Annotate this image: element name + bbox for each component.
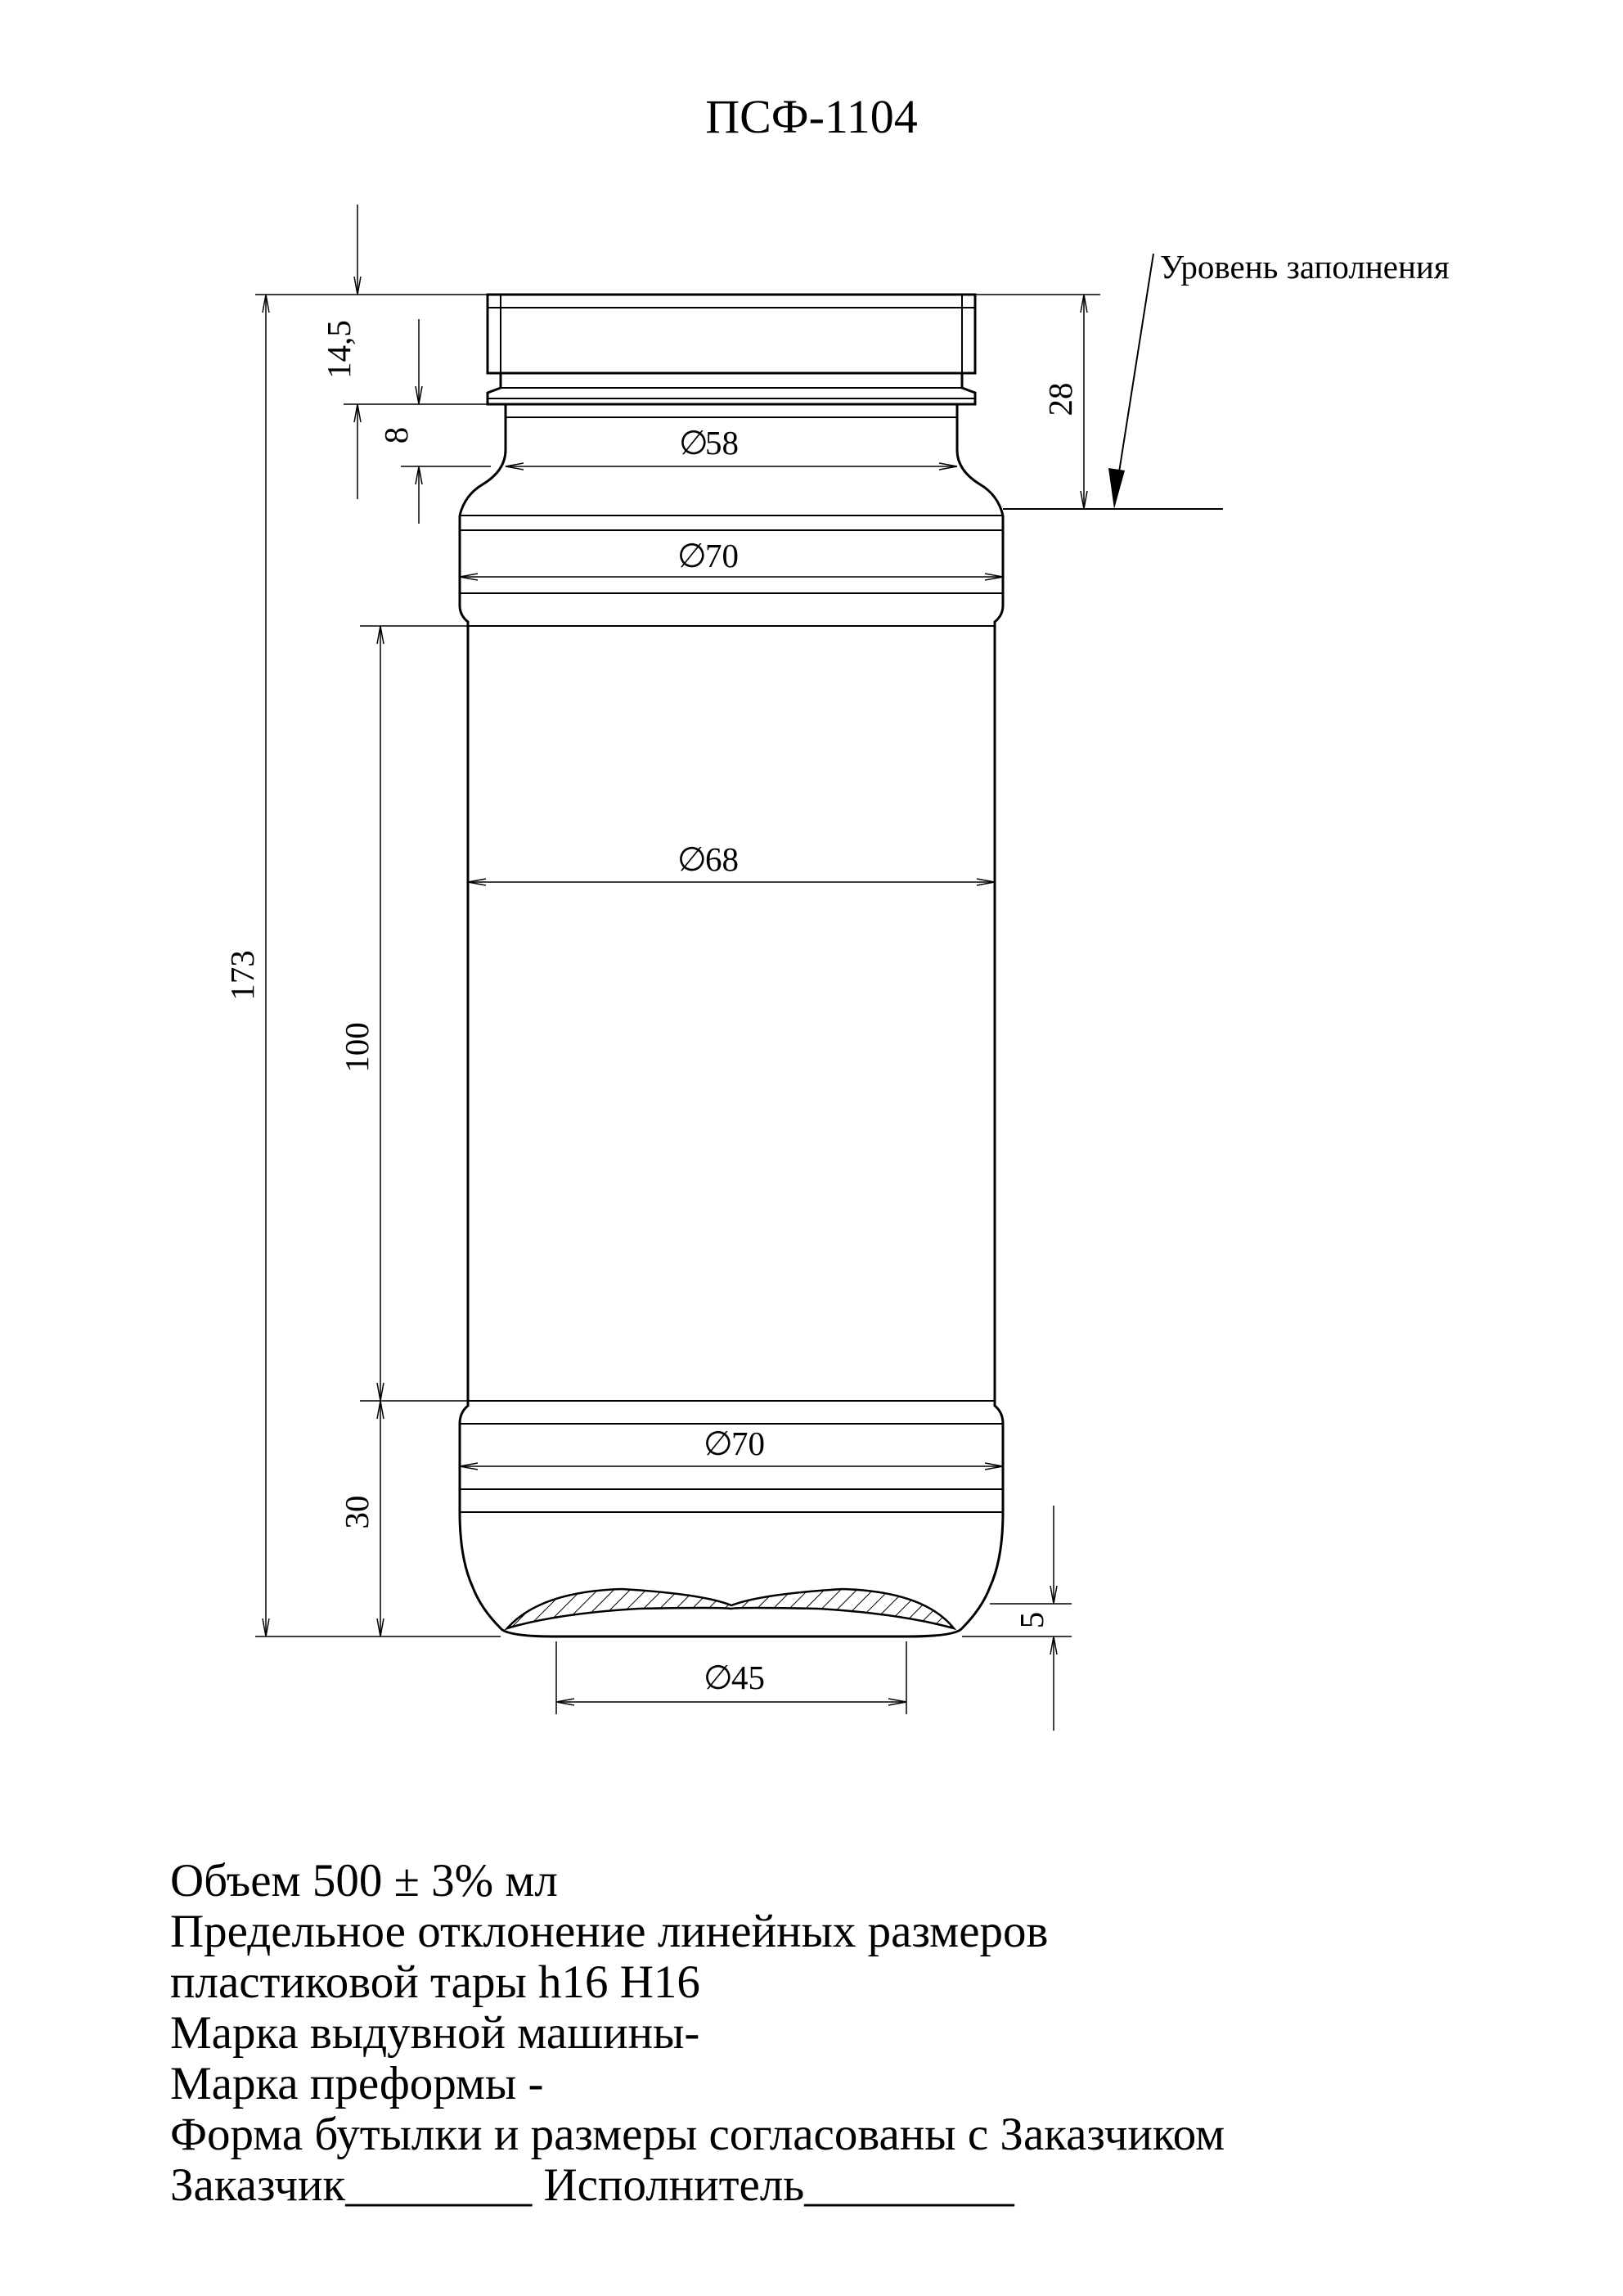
dim-h-push-up: 5 xyxy=(1013,1611,1050,1629)
note-signatures: Заказчик________ Исполнитель_________ xyxy=(170,2159,1014,2211)
drawing-title: ПСФ-1104 xyxy=(705,90,918,143)
fill-level-label: Уровень заполнения xyxy=(1160,248,1450,286)
fill-level-indicator xyxy=(1003,248,1450,509)
dim-h-finish: 14,5 xyxy=(320,320,357,379)
note-preform: Марка преформы - xyxy=(170,2058,544,2109)
dim-d-bottom: 70 xyxy=(731,1425,765,1462)
diameter-symbol: ∅ xyxy=(679,424,708,461)
note-tolerance-line2: пластиковой тары h16 H16 xyxy=(170,1956,700,2008)
diameter-symbol: ∅ xyxy=(704,1659,733,1696)
dim-h-fill: 28 xyxy=(1041,382,1079,416)
diameter-symbol: ∅ xyxy=(677,840,707,878)
note-agreement: Форма бутылки и размеры согласованы с Заказчиком xyxy=(170,2109,1225,2160)
dim-d-body: 68 xyxy=(705,840,739,878)
note-volume: Объем 500 ± 3% мл xyxy=(170,1855,558,1907)
specification-notes xyxy=(170,1856,1594,2211)
dim-h-total: 173 xyxy=(223,950,261,1001)
dim-d-base: 45 xyxy=(731,1659,765,1696)
note-tolerance-line1: Предельное отклонение линейных размеров xyxy=(170,1906,1049,1957)
dim-d-shoulder: 70 xyxy=(705,537,739,574)
note-machine: Марка выдувной машины- xyxy=(170,2007,700,2059)
diameter-symbol: ∅ xyxy=(704,1425,733,1462)
dim-h-bottom: 30 xyxy=(338,1495,375,1529)
dim-h-neck: 8 xyxy=(377,426,415,444)
diameter-symbol: ∅ xyxy=(677,537,707,574)
dim-h-body: 100 xyxy=(338,1022,375,1073)
extension-lines xyxy=(255,295,1100,1714)
dim-d-neck: 58 xyxy=(705,424,739,461)
